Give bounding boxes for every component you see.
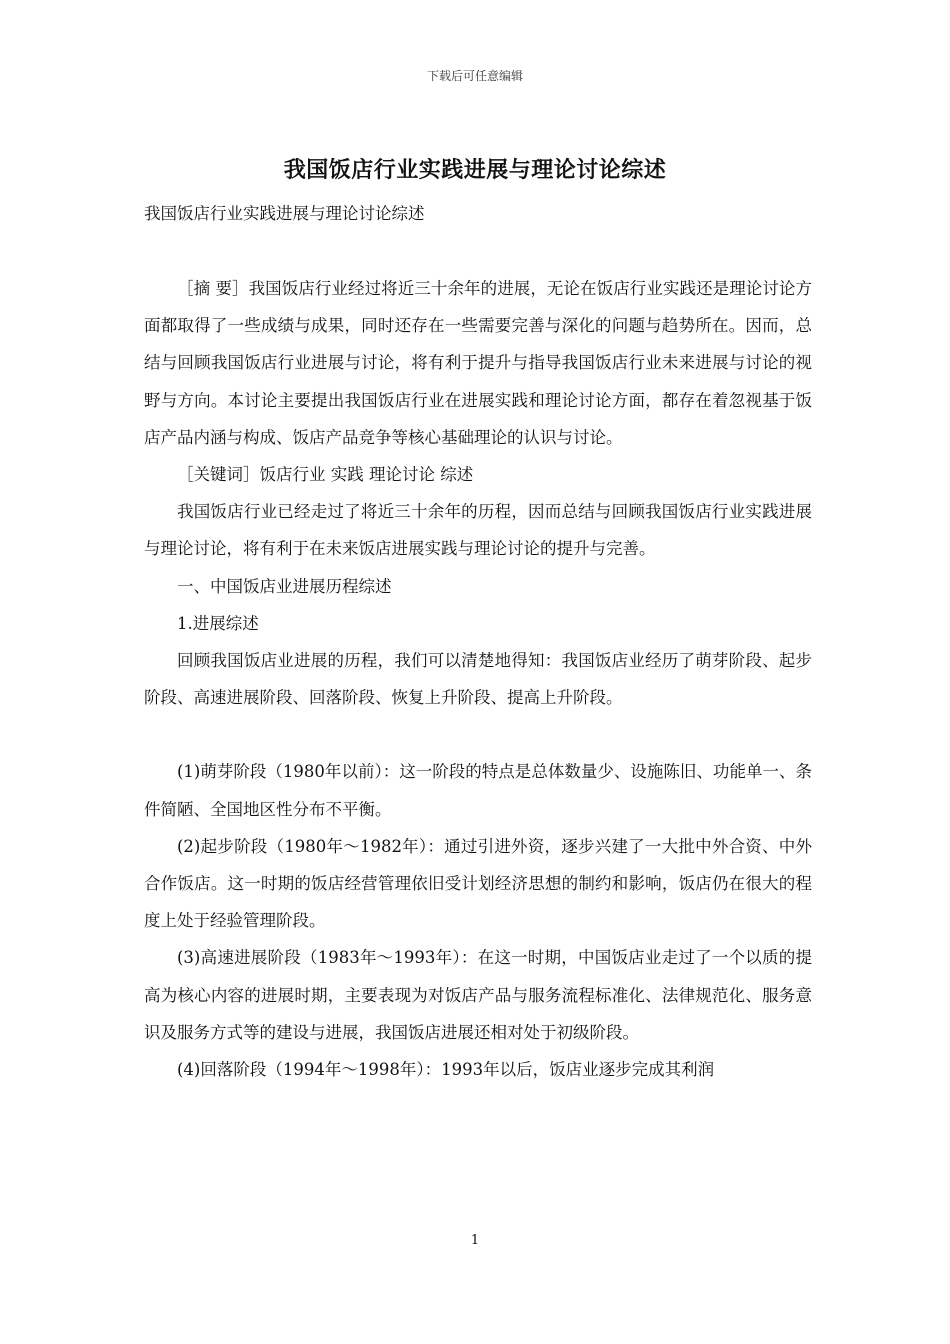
intro-paragraph: 我国饭店行业已经走过了将近三十余年的历程，因而总结与回顾我国饭店行业实践进展与理论讨论，将有利于在未来饭店进展实践与理论讨论的提升与完善。: [144, 502, 812, 559]
keywords-paragraph: ［关键词］饭店行业 实践 理论讨论 综述: [177, 465, 474, 485]
document-body: [144, 270, 812, 1088]
page-number: 1: [470, 1233, 480, 1248]
stage-paragraph: (2)起步阶段（1980年～1982年）：通过引进外资，逐步兴建了一大批中外合资、中外合作饭店。这一时期的饭店经营管理依旧受计划经济思想的制约和影响，饭店仍在很大的程度上处于经验管理阶段。: [144, 836, 812, 931]
document-title: 我国饭店行业实践进展与理论讨论综述: [283, 157, 667, 183]
section-heading: 一、中国饭店业进展历程综述: [177, 576, 392, 596]
header-note: 下载后可任意编辑: [426, 69, 523, 83]
subsection-heading: 1.进展综述: [177, 613, 259, 633]
overview-paragraph: 回顾我国饭店业进展的历程，我们可以清楚地得知：我国饭店业经历了萌芽阶段、起步阶段、高速进展阶段、回落阶段、恢复上升阶段、提高上升阶段。: [144, 651, 812, 708]
abstract-paragraph: ［摘 要］我国饭店行业经过将近三十余年的进展，无论在饭店行业实践还是理论讨论方面都取得了一些成绩与成果，同时还存在一些需要完善与深化的问题与趋势所在。因而，总结与回顾我国饭店行业进展与讨论，将有利于提升与指导我国饭店行业未来进展与讨论的视野与方向。本讨论主要提出我国饭店行业在进展实践和理论讨论方面，都存在着忽视基于饭店产品内涵与构成、饭店产品竞争等核心基础理论的认识与讨论。: [144, 279, 812, 447]
document-subtitle: 我国饭店行业实践进展与理论讨论综述: [144, 204, 425, 223]
stage-paragraph: (1)萌芽阶段（1980年以前）：这一阶段的特点是总体数量少、设施陈旧、功能单一、条件简陋、全国地区性分布不平衡。: [144, 762, 812, 819]
stage-paragraph: (3)高速进展阶段（1983年～1993年）：在这一时期，中国饭店业走过了一个以质的提高为核心内容的进展时期，主要表现为对饭店产品与服务流程标准化、法律规范化、服务意识及服务方式等的建设与进展，我国饭店进展还相对处于初级阶段。: [144, 948, 812, 1042]
stage-paragraph: (4)回落阶段（1994年～1998年）：1993年以后，饭店业逐步完成其利润: [177, 1060, 715, 1080]
